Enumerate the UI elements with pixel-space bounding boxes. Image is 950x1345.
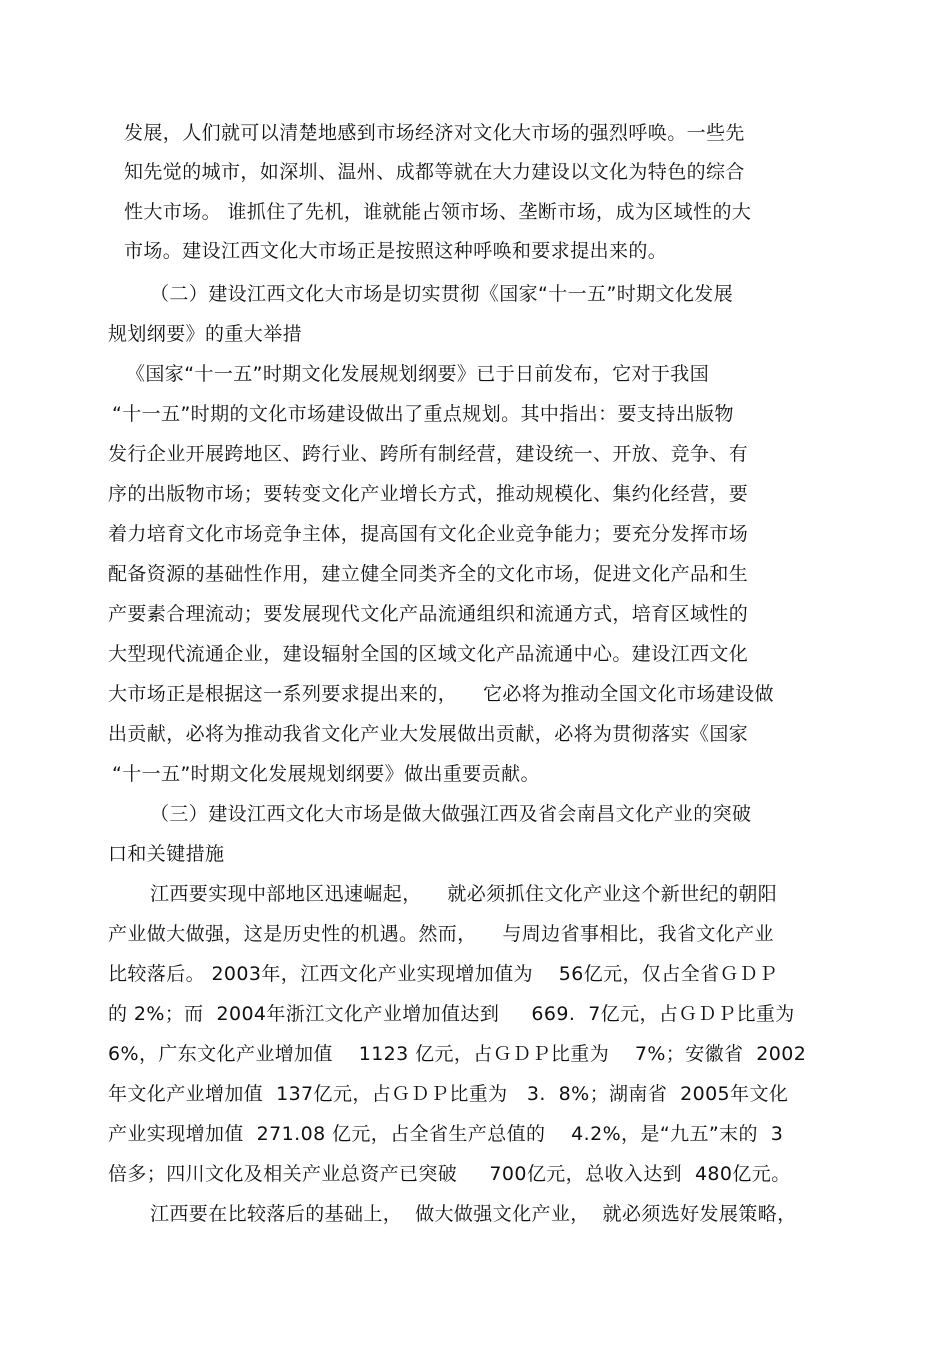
text-line-12: 配备资源的基础性作用，建立健全同类齐全的文化市场，促进文化产品和生 [108,563,749,585]
text-line-23: 的 2%；而 2004年浙江文化产业增加值达到 669. 7亿元，占ＧＤＰ比重为 [108,1003,795,1025]
text-line-22: 比较落后。 2003年，江西文化产业实现增加值为 56亿元，仅占全省ＧＤＰ [108,963,778,985]
text-line-3: 性大市场。 谁抓住了先机，谁就能占领市场、垄断市场，成为区域性的大 [124,201,752,223]
text-line-16: 出贡献，必将为推动我省文化产业大发展做出贡献，必将为贯彻落实《国家 [108,723,749,745]
section-heading-2-line-2: 规划纲要》的重大举措 [108,323,303,345]
text-line-28: 江西要在比较落后的基础上， 做大做强文化产业， 就必须选好发展策略， [150,1203,797,1225]
text-line-11: 着力培育文化市场竞争主体，提高国有文化企业竞争能力；要充分发挥市场 [108,523,749,545]
text-line-21: 产业做大做强，这是历史性的机遇。然而， 与周边省事相比，我省文化产业 [108,923,774,945]
text-line-7: 《国家“十一五”时期文化发展规划纲要》已于日前发布，它对于我国 [126,363,710,385]
text-line-25: 年文化产业增加值 137亿元，占ＧＤＰ比重为 3. 8%；湖南省 2005年文化 [108,1083,789,1105]
text-line-1: 发展，人们就可以清楚地感到市场经济对文化大市场的强烈呼唤。一些先 [124,122,745,144]
text-line-9: 发行企业开展跨地区、跨行业、跨所有制经营，建设统一、开放、竞争、有 [108,443,749,465]
text-line-26: 产业实现增加值 271.08 亿元，占全省生产总值的 4.2%，是“九五”末的 3 [108,1123,784,1145]
section-heading-3-line-2: 口和关键措施 [108,843,225,865]
text-line-2: 知先觉的城市，如深圳、温州、成都等就在大力建设以文化为特色的综合 [124,161,745,183]
text-line-20: 江西要实现中部地区迅速崛起， 就必须抓住文化产业这个新世纪的朝阳 [150,883,778,905]
text-line-14: 大型现代流通企业，建设辐射全国的区域文化产品流通中心。建设江西文化 [108,643,749,665]
text-line-8: “十一五”时期的文化市场建设做出了重点规划。其中指出：要支持出版物 [112,403,734,425]
section-heading-3-line-1: （三）建设江西文化大市场是做大做强江西及省会南昌文化产业的突破 [150,803,752,825]
section-heading-2-line-1: （二）建设江西文化大市场是切实贯彻《国家“十一五”时期文化发展 [150,283,734,305]
text-line-15: 大市场正是根据这一系列要求提出来的， 它必将为推动全国文化市场建设做 [108,683,774,705]
text-line-4: 市场。建设江西文化大市场正是按照这种呼唤和要求提出来的。 [124,240,668,262]
text-line-24: 6%，广东文化产业增加值 1123 亿元，占ＧＤＰ比重为 7%；安徽省 2002 [108,1043,807,1065]
text-line-27: 倍多；四川文化及相关产业总资产已突破 700亿元，总收入达到 480亿元。 [108,1163,791,1185]
text-line-17: “十一五”时期文化发展规划纲要》做出重要贡献。 [112,763,540,785]
text-line-10: 序的出版物市场；要转变文化产业增长方式，推动规模化、集约化经营，要 [108,483,749,505]
text-line-13: 产要素合理流动；要发展现代文化产品流通组织和流通方式，培育区域性的 [108,603,749,625]
